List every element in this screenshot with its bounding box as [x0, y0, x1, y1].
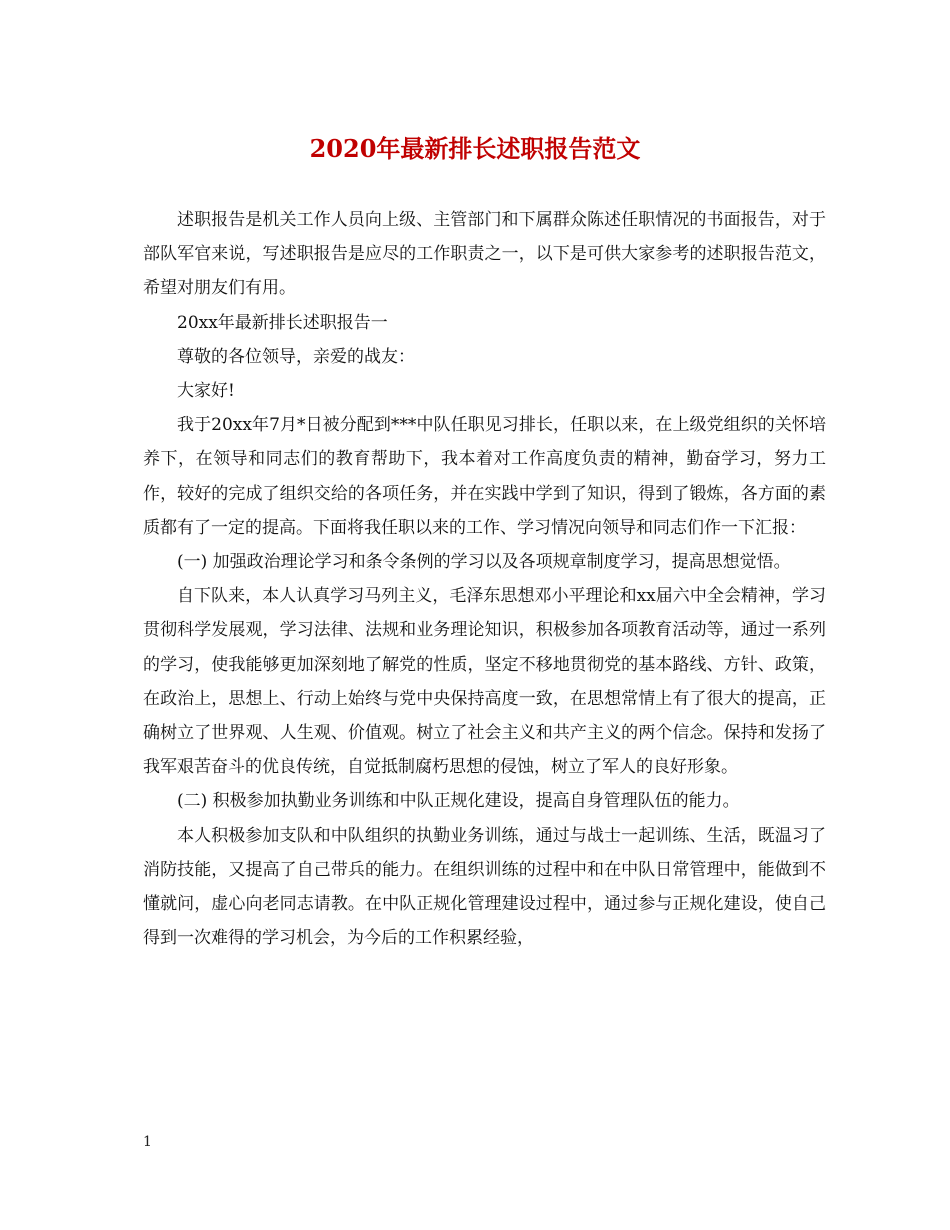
paragraph-assignment: 我于20xx年7月*日被分配到***中队任职见习排长，任职以来，在上级党组织的关怀培养下，在领导和同志们的教育帮助下，我本着对工作高度负责的精神，勤奋学习，努力工作，较好的完成了组织交给的各项任务，并在实践中学到了知识，得到了锻炼，各方面的素质都有了一定的提高。下面将我任职以来的工作、学习情况向领导和同志们作一下汇报： [143, 415, 826, 538]
document-body [143, 203, 826, 955]
page-number: 1 [143, 1134, 152, 1150]
paragraph-political-study: 自下队来，本人认真学习马列主义，毛泽东思想邓小平理论和xx届六中全会精神，学习贯彻科学发展观，学习法律、法规和业务理论知识，积极参加各项教育活动等，通过一系列的学习，使我能够更加深刻地了解党的性质，坚定不移地贯彻党的基本路线、方针、政策，在政治上，思想上、行动上始终与党中央保持高度一致，在思想常情上有了很大的提高，正确树立了世界观、人生观、价值观。树立了社会主义和共产主义的两个信念。保持和发扬了我军艰苦奋斗的优良传统，自觉抵制腐朽思想的侵蚀，树立了军人的良好形象。 [143, 586, 826, 778]
paragraph-greeting: 大家好! [177, 381, 235, 402]
paragraph-section-1-heading: (一) 加强政治理论学习和条令条例的学习以及各项规章制度学习，提高思想觉悟。 [177, 552, 791, 573]
document-title: 2020年最新排长述职报告范文 [309, 134, 641, 163]
paragraph-salutation: 尊敬的各位领导，亲爱的战友： [177, 346, 415, 367]
paragraph-training: 本人积极参加支队和中队组织的执勤业务训练，通过与战士一起训练、生活，既温习了消防技能，又提高了自己带兵的能力。在组织训练的过程中和在中队日常管理中，能做到不懂就问，虚心向老同志请教。在中队正规化管理建设过程中，通过参与正规化建设，使自己得到一次难得的学习机会，为今后的工作积累经验， [143, 825, 826, 949]
paragraph-report-heading: 20xx年最新排长述职报告一 [177, 312, 388, 333]
paragraph-intro: 述职报告是机关工作人员向上级、主管部门和下属群众陈述任职情况的书面报告，对于部队军官来说，写述职报告是应尽的工作职责之一，以下是可供大家参考的述职报告范文，希望对朋友们有用。 [143, 210, 826, 299]
paragraph-section-2-heading: (二) 积极参加执勤业务训练和中队正规化建设，提高自身管理队伍的能力。 [177, 791, 740, 812]
